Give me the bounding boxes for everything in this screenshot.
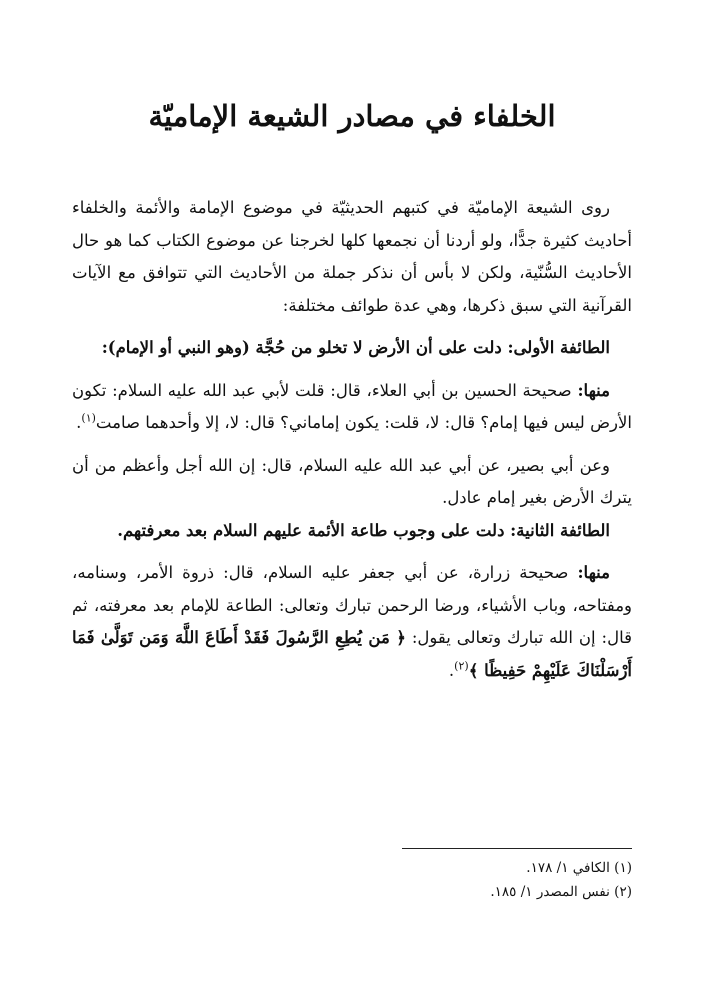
footnote-2: (٢) نفس المصدر ١/ ١٨٥. <box>490 884 632 900</box>
document-page <box>72 0 632 1005</box>
footnotes <box>72 856 632 904</box>
group1-hadith1: منها: صحيحة الحسين بن أبي العلاء، قال: قلت لأبي عبد الله عليه السلام: تكون الأرض ليس فيها إمام؟ قال: لا، قلت: يكون إماماني؟ قال: لا، إلا وأحدهما صامت$^{(١)}$. <box>72 380 632 432</box>
page-title: الخلفاء في مصادر الشيعة الإماميّة <box>148 99 556 133</box>
intro-paragraph: روى الشيعة الإماميّة في كتبهم الحديثيّة في موضوع الإمامة والأئمة والخلفاء أحاديث كثيرة جدًّا، ولو أردنا أن نجمعها كلها لخرجنا عن موضوع الكتاب كما هو حال الأحاديث السُّنّية، ولكن لا بأس أن نذكر جملة من الأحاديث التي تتوافق مع الآيات القرآنية التي سبق ذكرها، وهي عدة طوائف مختلفة: <box>72 198 632 315</box>
hadith-text: صحيحة الحسين بن أبي العلاء، قال: قلت لأبي عبد الله عليه السلام: تكون الأرض ليس فيها إمام؟ قال: لا، قلت: يكون إماماني؟ قال: لا، إلا وأحدهما صامت <box>72 380 632 432</box>
hadith-label: منها: <box>577 380 610 400</box>
group1-heading: الطائفة الأولى: دلت على أن الأرض لا تخلو من حُجَّة (وهو النبي أو الإمام): <box>101 338 610 357</box>
hadith-label: منها: <box>577 563 610 582</box>
group1-hadith2: وعن أبي بصير، عن أبي عبد الله عليه السلام، قال: إن الله أجل وأعظم من أن يترك الأرض بغير إمام عادل. <box>72 455 632 507</box>
footnote-ref-2[interactable]: (٢) <box>454 659 469 672</box>
group2-hadith <box>72 557 632 687</box>
main-text <box>72 192 632 687</box>
hadith-text: صحيحة زرارة، عن أبي جعفر عليه السلام، قال: ذروة الأمر، وسنامه، ومفتاحه، وباب الأشياء، ورضا الرحمن تبارك وتعالى: الطاعة للإمام بعد معرفته، ثم قال: إن الله تبارك وتعالى يقول: <box>72 563 632 647</box>
hadith-end: . <box>448 660 455 680</box>
footnote-ref-1[interactable]: (١) <box>81 411 96 425</box>
footnote-divider <box>402 848 632 849</box>
footnote-1: (١) الكافي ١/ ١٧٨. <box>526 860 632 876</box>
quran-verse: ﴿ مَن يُطِعِ الرَّسُولَ فَقَدْ أَطَاعَ اللَّهَ وَمَن تَوَلَّىٰ فَمَا أَرْسَلْنَاكَ عَلَيْهِمْ حَفِيظًا ﴾ <box>72 628 632 680</box>
group2-heading: الطائفة الثانية: دلت على وجوب طاعة الأئمة عليهم السلام بعد معرفتهم. <box>117 520 610 540</box>
